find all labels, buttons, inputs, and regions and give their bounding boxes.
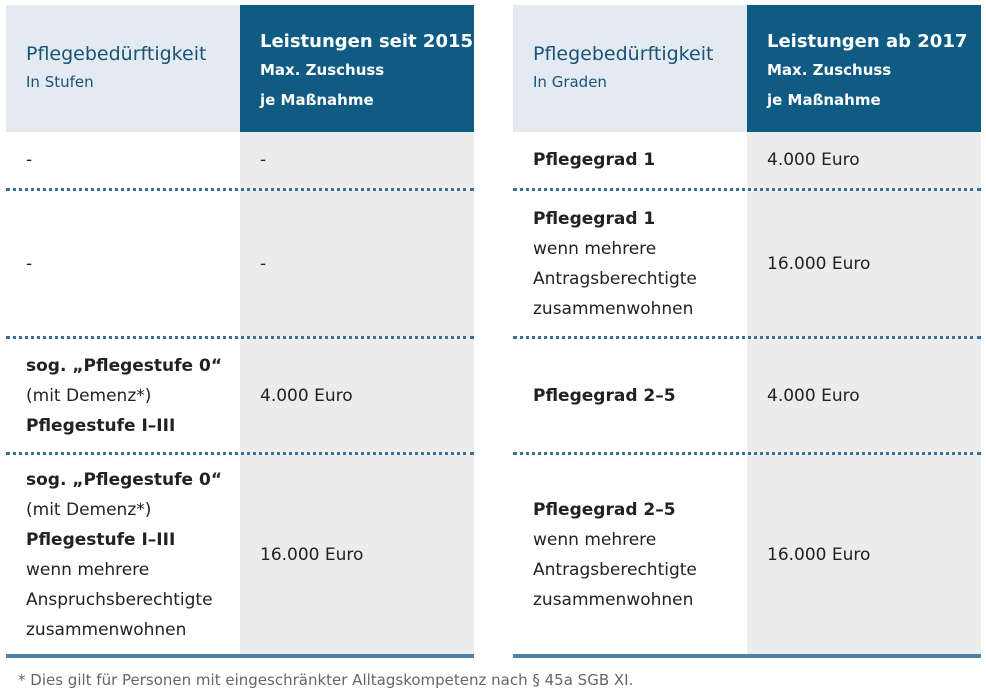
cell-amount bbox=[240, 339, 474, 452]
header-benefits bbox=[240, 5, 474, 132]
cell-grade bbox=[513, 191, 747, 336]
cell-text-bold: Pflegegrad 2–5 bbox=[533, 385, 676, 406]
cell-text: wenn mehrere bbox=[26, 559, 150, 580]
cell-text: (mit Demenz*) bbox=[26, 499, 152, 520]
table-header bbox=[513, 5, 981, 132]
cell-text-bold: Pflegestufe I–III bbox=[26, 415, 176, 436]
cell-text: zusammenwohnen bbox=[533, 589, 694, 610]
header-title: Pflegebedürftigkeit bbox=[533, 43, 714, 65]
cell-amount bbox=[747, 191, 981, 336]
header-benefits-line2: Max. Zuschuss bbox=[260, 61, 385, 79]
cell-text: - bbox=[260, 253, 267, 274]
cell-text: zusammenwohnen bbox=[533, 298, 694, 319]
cell-amount bbox=[747, 132, 981, 188]
cell-text-bold: Pflegegrad 1 bbox=[533, 150, 656, 170]
cell-text: Antragsberechtigte bbox=[533, 268, 697, 289]
cell-text-bold: sog. „Pflegestufe 0“ bbox=[26, 355, 222, 376]
cell-text-bold: Pflegestufe I–III bbox=[26, 529, 176, 550]
cell-text: - bbox=[26, 253, 33, 274]
cell-text: 4.000 Euro bbox=[767, 385, 860, 406]
header-benefits-line2: Max. Zuschuss bbox=[767, 61, 892, 79]
table-row bbox=[6, 132, 474, 188]
cell-grade bbox=[513, 339, 747, 452]
table-row bbox=[6, 452, 474, 654]
cell-text: Antragsberechtigte bbox=[533, 559, 697, 580]
cell-grade bbox=[513, 132, 747, 188]
cell-text-bold: sog. „Pflegestufe 0“ bbox=[26, 469, 222, 490]
cell-grade bbox=[513, 455, 747, 654]
cell-level bbox=[6, 339, 240, 452]
header-title: Pflegebedürftigkeit bbox=[26, 43, 207, 65]
cell-amount bbox=[240, 191, 474, 336]
cell-text: 4.000 Euro bbox=[767, 150, 860, 170]
header-benefits-title: Leistungen seit 2015 bbox=[260, 31, 474, 52]
cell-text-bold: Pflegegrad 1 bbox=[533, 208, 656, 229]
cell-text: (mit Demenz*) bbox=[26, 385, 152, 406]
table-row bbox=[513, 132, 981, 188]
cell-text: 4.000 Euro bbox=[260, 385, 353, 406]
table-row bbox=[6, 336, 474, 452]
cell-level bbox=[6, 132, 240, 188]
cell-amount bbox=[240, 132, 474, 188]
table-from-2017 bbox=[513, 5, 981, 658]
cell-text: wenn mehrere bbox=[533, 238, 657, 259]
table-row bbox=[513, 188, 981, 336]
table-since-2015 bbox=[6, 5, 474, 658]
header-care-need bbox=[513, 5, 747, 132]
cell-text: 16.000 Euro bbox=[260, 544, 364, 565]
footnote: * Dies gilt für Personen mit eingeschränkter Alltagskompetenz nach § 45a SGB XI. bbox=[18, 671, 634, 689]
cell-level bbox=[6, 455, 240, 654]
header-benefits-line3: je Maßnahme bbox=[767, 91, 881, 109]
cell-text: 16.000 Euro bbox=[767, 253, 871, 274]
cell-amount bbox=[240, 455, 474, 654]
header-benefits-line3: je Maßnahme bbox=[260, 91, 374, 109]
header-benefits bbox=[747, 5, 981, 132]
cell-text: wenn mehrere bbox=[533, 529, 657, 550]
table-header bbox=[6, 5, 474, 132]
cell-text: - bbox=[26, 150, 33, 170]
cell-text: Anspruchsberechtigte bbox=[26, 589, 213, 610]
cell-text: - bbox=[260, 150, 267, 170]
table-row bbox=[513, 452, 981, 654]
table-row bbox=[6, 188, 474, 336]
header-subtitle: In Stufen bbox=[26, 73, 94, 91]
table-row bbox=[513, 336, 981, 452]
cell-text: 16.000 Euro bbox=[767, 544, 871, 565]
cell-amount bbox=[747, 339, 981, 452]
header-benefits-title: Leistungen ab 2017 bbox=[767, 31, 968, 52]
cell-text: zusammenwohnen bbox=[26, 619, 187, 640]
cell-level bbox=[6, 191, 240, 336]
cell-text-bold: Pflegegrad 2–5 bbox=[533, 499, 676, 520]
header-subtitle: In Graden bbox=[533, 73, 607, 91]
cell-amount bbox=[747, 455, 981, 654]
header-care-need bbox=[6, 5, 240, 132]
